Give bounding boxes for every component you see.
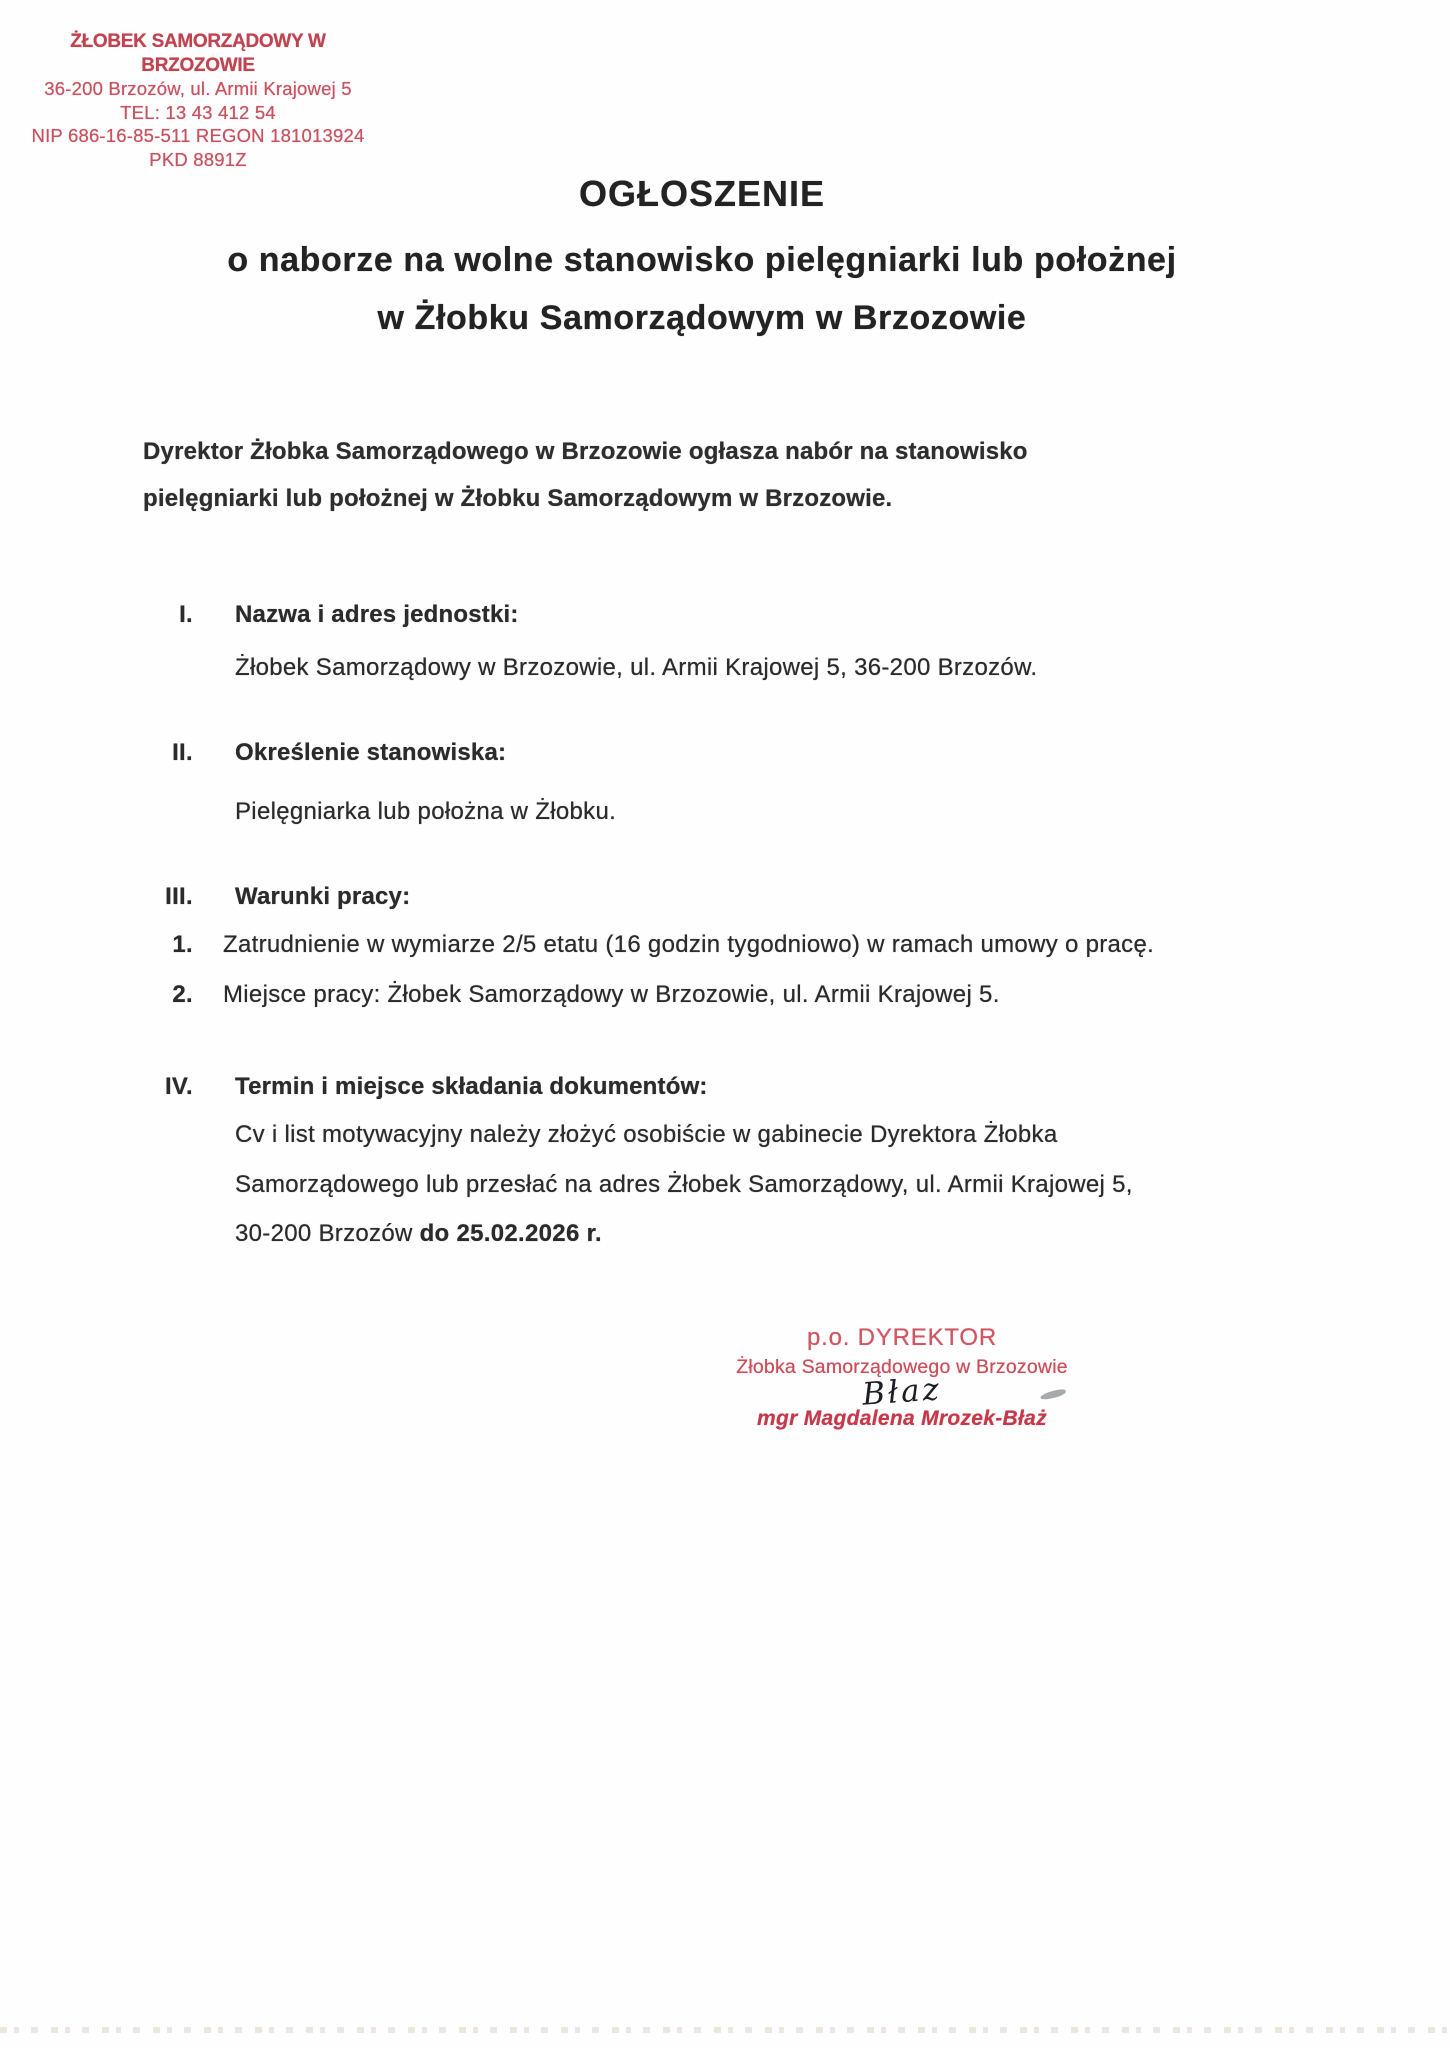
intro-line-2: pielęgniarki lub położnej w Żłobku Samorządowym w Brzozowie.: [143, 485, 893, 512]
section-4-deadline-date: do 25.02.2026 r.: [419, 1220, 602, 1247]
section-1-heading-row: [140, 600, 519, 630]
section-2-heading-row: [140, 738, 506, 768]
section-2-heading: Określenie stanowiska:: [235, 739, 507, 766]
handwritten-signature: Błaz: [861, 1371, 943, 1413]
subtitle-line-1: o naborze na wolne stanowisko pielęgniarki lub położnej: [227, 241, 1177, 279]
signature-organization: Żłobka Samorządowego w Brzozowie: [736, 1356, 1068, 1378]
stamp-phone: TEL: 13 43 412 54: [120, 101, 276, 123]
section-4-body-line-1: Cv i list motywacyjny należy złożyć osobiście w gabinecie Dyrektora Żłobka: [235, 1121, 1058, 1148]
section-2-numeral: II.: [172, 739, 193, 766]
section-3-item-2-number: 2.: [172, 981, 193, 1008]
section-4-body-line-3: [235, 1219, 602, 1249]
intro-line-1: Dyrektor Żłobka Samorządowego w Brzozowie ogłasza nabór na stanowisko: [143, 438, 1028, 465]
section-3-heading: Warunki pracy:: [235, 883, 411, 910]
section-3-numeral: III.: [165, 883, 193, 910]
section-3-item-2: [140, 980, 1000, 1010]
section-4-numeral: IV.: [164, 1073, 193, 1100]
official-header-stamp: [20, 30, 376, 171]
stamp-address: 36-200 Brzozów, ul. Armii Krajowej 5: [44, 78, 352, 99]
section-3-item-2-text: Miejsce pracy: Żłobek Samorządowy w Brzozowie, ul. Armii Krajowej 5.: [223, 981, 1000, 1008]
section-4-heading: Termin i miejsce składania dokumentów:: [235, 1073, 708, 1100]
section-1-body: Żłobek Samorządowy w Brzozowie, ul. Armii Krajowej 5, 36-200 Brzozów.: [235, 654, 1038, 681]
stamp-org-name: ŻŁOBEK SAMORZĄDOWY W BRZOZOWIE: [70, 31, 326, 76]
section-1-numeral: I.: [179, 601, 193, 628]
intro-paragraph: [143, 428, 1243, 522]
section-3-item-1-text: Zatrudnienie w wymiarze 2/5 etatu (16 godzin tygodniowo) w ramach umowy o pracę.: [223, 931, 1155, 958]
document-title: OGŁOSZENIE: [578, 173, 826, 214]
stamp-pkd: PKD 8891Z: [149, 148, 247, 170]
section-4-deadline-prefix: 30-200 Brzozów: [235, 1220, 420, 1247]
section-3-item-1: [140, 930, 1154, 960]
section-3-item-1-number: 1.: [172, 931, 193, 958]
signature-position-title: p.o. DYREKTOR: [806, 1324, 997, 1351]
section-4-body-line-2: Samorządowego lub przesłać na adres Żłobek Samorządowy, ul. Armii Krajowej 5,: [235, 1171, 1133, 1198]
subtitle-line-2: w Żłobku Samorządowym w Brzozowie: [377, 299, 1027, 337]
section-2-body: Pielęgniarka lub położna w Żłobku.: [235, 798, 617, 825]
section-3-heading-row: [140, 882, 410, 912]
scan-artifact-line: [0, 2027, 1450, 2033]
signatory-name: mgr Magdalena Mrozek-Błaż: [757, 1407, 1047, 1430]
section-4-heading-row: [140, 1072, 708, 1102]
stamp-nip-regon: NIP 686-16-85-511 REGON 181013924: [31, 125, 365, 146]
section-1-heading: Nazwa i adres jednostki:: [235, 601, 519, 628]
